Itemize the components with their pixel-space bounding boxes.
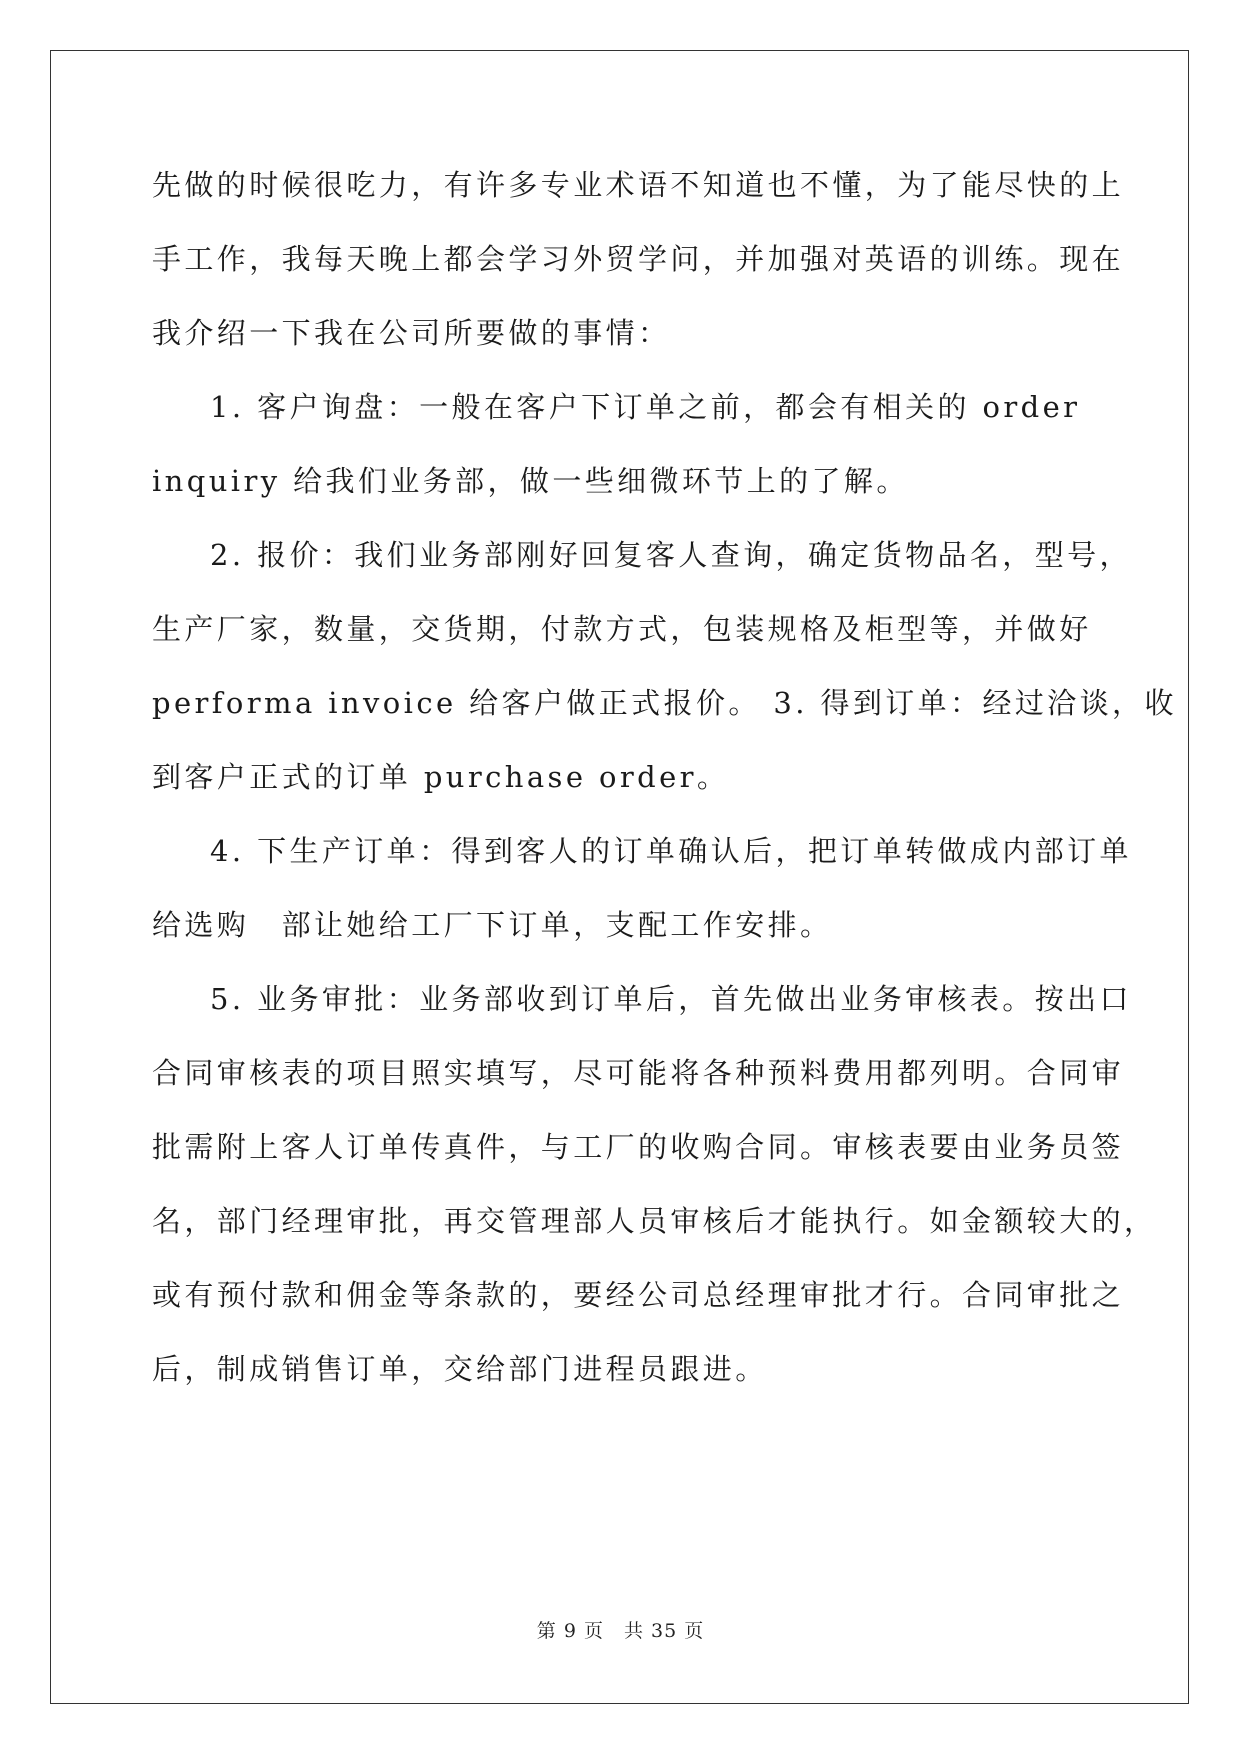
list-item-4-line: 4. 下生产订单：得到客人的订单确认后，把订单转做成内部订单 bbox=[210, 834, 1132, 868]
list-item-1-line: 1. 客户询盘：一般在客户下订单之前，都会有相关的 order bbox=[210, 390, 1081, 424]
page-number-footer: 第 9 页 共 35 页 bbox=[536, 1620, 705, 1642]
text-line: 到客户正式的订单 purchase order。 bbox=[152, 760, 730, 794]
text-line: 给选购 部让她给工厂下订单，支配工作安排。 bbox=[152, 908, 833, 942]
text-line: 生产厂家，数量，交货期，付款方式，包装规格及柜型等，并做好 bbox=[152, 612, 1092, 646]
text-line: 手工作，我每天晚上都会学习外贸学问，并加强对英语的训练。现在 bbox=[152, 242, 1125, 276]
list-item-2-line: 2. 报价：我们业务部刚好回复客人查询，确定货物品名，型号， bbox=[210, 538, 1132, 572]
text-line: inquiry 给我们业务部，做一些细微环节上的了解。 bbox=[152, 464, 909, 498]
text-line: 合同审核表的项目照实填写，尽可能将各种预料费用都列明。合同审 bbox=[152, 1056, 1125, 1090]
text-line: 我介绍一下我在公司所要做的事情： bbox=[152, 316, 671, 350]
text-line: 后，制成销售订单，交给部门进程员跟进。 bbox=[152, 1352, 768, 1386]
text-line: 或有预付款和佣金等条款的，要经公司总经理审批才行。合同审批之 bbox=[152, 1278, 1125, 1312]
list-item-5-line: 5. 业务审批：业务部收到订单后，首先做出业务审核表。按出口 bbox=[210, 982, 1132, 1016]
page-border bbox=[50, 50, 1189, 1704]
text-line: 批需附上客人订单传真件，与工厂的收购合同。审核表要由业务员签 bbox=[152, 1130, 1125, 1164]
text-line: 先做的时候很吃力，有许多专业术语不知道也不懂，为了能尽快的上 bbox=[152, 168, 1125, 202]
text-line: performa invoice 给客户做正式报价。 3. 得到订单：经过洽谈，收 bbox=[152, 686, 1177, 720]
text-line: 名，部门经理审批，再交管理部人员审核后才能执行。如金额较大的， bbox=[152, 1204, 1157, 1238]
